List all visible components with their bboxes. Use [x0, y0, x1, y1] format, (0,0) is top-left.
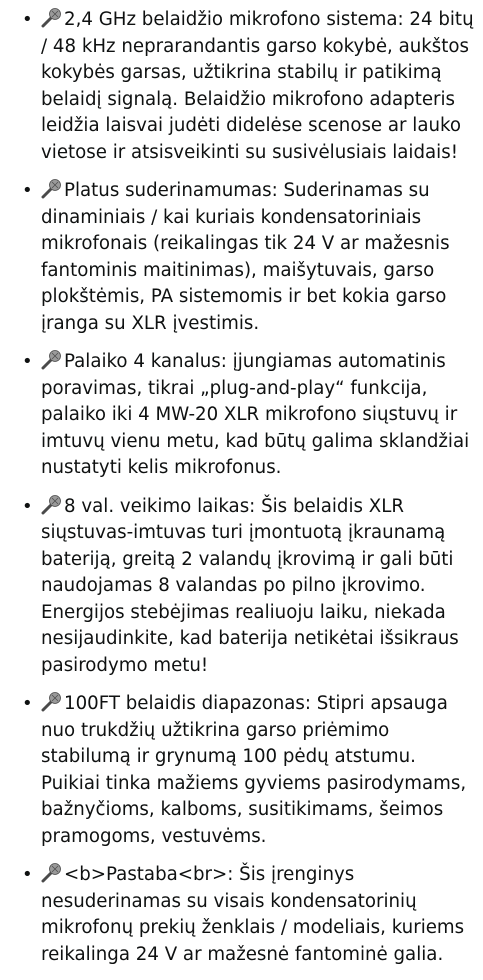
microphone-icon [41, 8, 63, 28]
feature-text: 8 val. veikimo laikas: Šis belaidis XLR siųstuvas-imtuvas turi įmontuotą įkraunamą bateriją, greitą 2 valandų įkrovimą ir gali būti naudojamas 8 valandas po pilno įkrovimo. Energijos stebėjimas realiuoju laiku, niekada nesijaudinkite, kad baterija netikėtai išsikraus pasirodymo metu! [41, 495, 459, 676]
bullet-marker: • [22, 180, 33, 201]
feature-item-compatibility [0, 178, 483, 337]
feature-text: Palaiko 4 kanalus: įjungiamas automatinis poravimas, tikrai „plug-and-play“ funkcija, palaiko iki 4 MW-20 XLR mikrofono siųstuvų ir imtuvų vienu metu, kad būtų galima sklandžiai nustatyti kelis mikrofonus. [41, 351, 470, 478]
bullet-marker: • [22, 864, 33, 885]
feature-item-battery [0, 494, 483, 680]
bullet-marker: • [22, 9, 33, 30]
feature-item-channels [0, 349, 483, 482]
feature-item-range [0, 691, 483, 850]
feature-text: 100FT belaidis diapazonas: Stipri apsauga nuo trukdžių užtikrina garso priėmimo stabilumą ir grynumą 100 pėdų atstumu. Puikiai tinka mažiems gyviems pasirodymams, bažnyčioms, kalboms, susitikimams, šeimos pramogoms, vestuvėms. [41, 693, 467, 847]
microphone-icon [41, 350, 63, 370]
microphone-icon [41, 179, 63, 199]
feature-text: <b>Pastaba<br>: Šis įrenginys nesuderinamas su visais kondensatorinių mikrofonų prekių ženklais / modeliais, kuriems reikalinga 24 V ar mažesnė fantominė galia. [41, 864, 465, 965]
feature-text: Platus suderinamumas: Suderinamas su dinaminiais / kai kuriais kondensatoriniais mikrofonais (reikalingas tik 24 V ar mažesnis fantominis maitinimas), maišytuvais, garso plokštėmis, PA sistemomis ir bet kokia garso įranga su XLR įvestimis. [41, 180, 450, 334]
microphone-icon [41, 863, 63, 883]
bullet-marker: • [22, 693, 33, 714]
bullet-marker: • [22, 495, 33, 517]
feature-item-wireless-system [0, 7, 483, 166]
bullet-marker: • [22, 351, 33, 372]
microphone-icon [41, 692, 63, 712]
feature-bullet-list [0, 7, 483, 980]
feature-item-note [0, 862, 483, 968]
feature-text: 2,4 GHz belaidžio mikrofono sistema: 24 bitų / 48 kHz neprarandantis garso kokybė, aukštos kokybės garsas, užtikrina stabilų ir patikimą belaidį signalą. Belaidžio mikrofono adapteris leidžia laisvai judėti didelėse scenose ar lauko vietose ir atsisveikinti su susivėlusiais laidais! [41, 9, 474, 163]
microphone-icon [41, 495, 63, 515]
